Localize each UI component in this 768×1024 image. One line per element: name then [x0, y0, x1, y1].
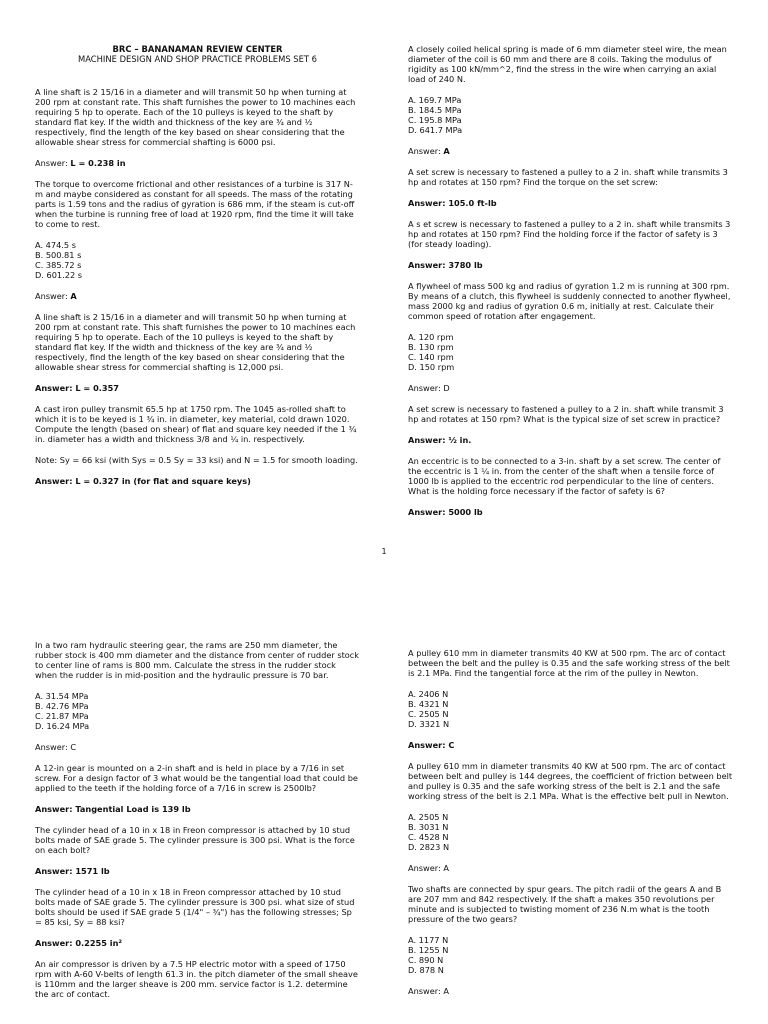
answer-label: Answer:: [35, 157, 71, 168]
page1-left-column: [35, 44, 360, 497]
answer-value: Answer: C: [408, 740, 455, 750]
problem-text: A line shaft is 2 15/16 in a diameter and will transmit 50 hp when turning at 200 rpm at constant rate. This shaft furnishes the power to 10 machines each requiring 5 hp to operate. Each of the 10 pulleys is keyed to the shaft by standard flat key. If the width and thickness of the key are ¾ and ½ respectively, find the length of the key based on shear considering that the allowable shear stress for commercial shafting is 12,000 psi.: [35, 311, 356, 372]
problem-text: A pulley 610 mm in diameter transmits 40 KW at 500 rpm. The arc of contact between the belt and the pulley is 0.35 and the safe working stress of the belt is 2.1 MPa. Find the tangential force at the rim of the pulley in Newton.: [408, 648, 730, 678]
answer-options: [408, 332, 733, 372]
answer-option: B. 184.5 MPa: [408, 105, 462, 115]
answer-line: [408, 507, 733, 517]
problem-list: [408, 648, 733, 996]
answer-options: [35, 691, 360, 731]
answer-option: B. 3031 N: [408, 822, 449, 832]
answer-value: Answer: 1571 lb: [35, 866, 110, 876]
answer-option: B. 1255 N: [408, 945, 449, 955]
problem-note: Note: Sy = 66 ksi (with Sys = 0.5 Sy = 33 ksi) and N = 1.5 for smooth loading.: [35, 454, 358, 465]
answer-line: [408, 260, 733, 270]
answer-option: C. 890 N: [408, 955, 444, 965]
answer-option: D. 16.24 MPa: [35, 721, 90, 731]
document-title: BRC – BANANAMAN REVIEW CENTER: [112, 44, 283, 54]
answer-options: [408, 95, 733, 135]
answer-option: B. 130 rpm: [408, 342, 454, 352]
answer-label: Answer: A: [408, 863, 449, 873]
problem-text: The torque to overcome frictional and other resistances of a turbine is 317 N-m and maybe considered as constant for all speeds. The mass of the rotating parts is 1.59 tons and the radius of gyration is 686 mm, if the steam is cut-off when the turbine is running free of load at 1920 rpm, find the time it will take to come to rest.: [35, 178, 355, 229]
problem-text: A s et screw is necessary to fastened a pulley to a 2 in. shaft while transmits 3 hp and rotates at 150 rpm? Find the holding force if the factor of safety is 3 (for steady loading).: [408, 219, 731, 249]
problem-list: [35, 640, 360, 999]
answer-option: B. 4321 N: [408, 699, 449, 709]
answer-line: [35, 804, 360, 814]
problem-text: A 12-in gear is mounted on a 2-in shaft and is held in place by a 7/16 in set screw. For a design factor of 3 what would be the tangential load that could be applied to the teeth if the holding force of a 7/16 in screw is 2500lb?: [35, 763, 358, 793]
problem-list: [408, 44, 733, 517]
answer-option: A. 1177 N: [408, 935, 449, 945]
problem-text: The cylinder head of a 10 in x 18 in Freon compressor is attached by 10 stud bolts made of SAE grade 5. The cylinder pressure is 300 psi. What is the force on each bolt?: [35, 825, 355, 855]
answer-option: A. 2406 N: [408, 689, 449, 699]
answer-option: B. 500.81 s: [35, 249, 82, 260]
answer-option: A. 2505 N: [408, 812, 449, 822]
answer-option: C. 195.8 MPa: [408, 115, 462, 125]
problem-text: An eccentric is to be connected to a 3-in. shaft by a set screw. The center of the eccentric is 1 ¼ in. from the center of the shaft when a tensile force of 1000 lb is applied to the eccentric rod perpendicular to the line of centers. What is the holding force necessary if the factor of safety is 6?: [408, 456, 721, 496]
problem-text: A closely coiled helical spring is made of 6 mm diameter steel wire, the mean diameter of the coil is 60 mm and there are 8 coils. Taking the modulus of rigidity as 100 kN/mm^2, find the stress in the wire when carrying an axial load of 240 N.: [408, 44, 727, 84]
answer-value: A: [443, 146, 450, 156]
page1-right-column: [408, 44, 733, 528]
problem-list: [35, 87, 360, 486]
answer-option: B. 42.76 MPa: [35, 701, 89, 711]
answer-value: Answer: Tangential Load is 139 lb: [35, 804, 191, 814]
problem-text: A pulley 610 mm in diameter transmits 40 KW at 500 rpm. The arc of contact between belt and pulley is 144 degrees, the coefficient of friction between belt and pulley is 0.35 and the safe working stress of the belt is 2.1 and the safe working stress of the belt is 2.1 MPa. What is the effective belt pull in Newton.: [408, 761, 733, 801]
answer-value: Answer: 5000 lb: [408, 507, 483, 517]
answer-options: [35, 240, 360, 280]
answer-line: [35, 158, 360, 168]
problem-text: Two shafts are connected by spur gears. The pitch radii of the gears A and B are 207 mm and 842 respectively. If the shaft a makes 350 revolutions per minute and is subjected to twisting moment of 236 N.m what is the tooth pressure of the two gears?: [408, 884, 722, 924]
answer-line: [35, 291, 360, 301]
answer-option: C. 4528 N: [408, 832, 449, 842]
answer-line: [35, 383, 360, 393]
problem-text: An air compressor is driven by a 7.5 HP electric motor with a speed of 1750 rpm with A-60 V-belts of length 61.3 in. the pitch diameter of the small sheave is 110mm and the larger sheave is 200 mm. service factor is 1.2. determine the arc of contact.: [35, 959, 358, 999]
answer-option: D. 601.22 s: [35, 269, 83, 280]
answer-option: D. 641.7 MPa: [408, 125, 463, 135]
answer-value: Answer: 3780 lb: [408, 260, 483, 270]
answer-option: A. 169.7 MPa: [408, 95, 462, 105]
answer-option: D. 150 rpm: [408, 362, 455, 372]
answer-value: A: [70, 290, 77, 301]
answer-label: Answer: C: [35, 742, 77, 752]
answer-option: D. 2823 N: [408, 842, 450, 852]
answer-option: A. 120 rpm: [408, 332, 454, 342]
answer-line: [408, 435, 733, 445]
answer-value: Answer: 105.0 ft-lb: [408, 198, 497, 208]
document-header: [35, 44, 360, 65]
answer-options: [408, 935, 733, 975]
answer-value: Answer: L = 0.357: [35, 382, 119, 393]
page2-right-column: [408, 648, 733, 1007]
page-number: 1: [381, 547, 387, 556]
document-subtitle: MACHINE DESIGN AND SHOP PRACTICE PROBLEMS SET 6: [77, 54, 318, 65]
answer-label: Answer: A: [408, 986, 449, 996]
answer-line: [408, 383, 733, 393]
answer-option: D. 878 N: [408, 965, 444, 975]
problem-text: A set screw is necessary to fastened a pulley to a 2 in. shaft while transmits 3 hp and rotates at 150 rpm? Find the torque on the set screw:: [408, 167, 728, 187]
answer-line: [35, 938, 360, 948]
document-page-2: [0, 600, 768, 1024]
page-gap: [0, 560, 768, 600]
answer-value: Answer: ½ in.: [408, 435, 472, 445]
problem-text: A flywheel of mass 500 kg and radius of gyration 1.2 m is running at 300 rpm. By means of a clutch, this flywheel is suddenly connected to another flywheel, mass 2000 kg and radius of gyration 0.6 m, initially at rest. Calculate their common speed of rotation after engagement.: [408, 281, 731, 321]
answer-value: L = 0.238 in: [70, 157, 126, 168]
problem-text: A line shaft is 2 15/16 in a diameter and will transmit 50 hp when turning at 200 rpm at constant rate. This shaft furnishes the power to 10 machines each requiring 5 hp to operate. Each of the 10 pulleys is keyed to the shaft by standard flat key. If the width and thickness of the key are ¾ and ½ respectively, find the length of the key based on shear considering that the allowable shear stress for commercial shafting is 6000 psi.: [35, 86, 356, 147]
answer-line: [408, 986, 733, 996]
answer-option: C. 140 rpm: [408, 352, 454, 362]
problem-text: In a two ram hydraulic steering gear, the rams are 250 mm diameter, the rubber stock is 400 mm diameter and the distance from center of rudder stock to center line of rams is 800 mm. Calculate the stress in the rudder stock when the rudder is in mid-position and the hydraulic pressure is 70 bar.: [35, 640, 360, 680]
answer-line: [35, 742, 360, 752]
answer-option: D. 3321 N: [408, 719, 450, 729]
answer-line: [35, 866, 360, 876]
answer-line: [35, 476, 360, 486]
answer-line: [408, 863, 733, 873]
answer-label: Answer:: [35, 290, 71, 301]
problem-text: The cylinder head of a 10 in x 18 in Freon compressor attached by 10 stud bolts made of SAE grade 5. The cylinder pressure is 300 psi. what size of stud bolts should be used if SAE grade 5 (1/4" – ¾") has the following stresses; Sp = 85 ksi, Sy = 88 ksi?: [35, 887, 355, 927]
answer-option: C. 385.72 s: [35, 259, 82, 270]
answer-option: C. 2505 N: [408, 709, 449, 719]
answer-line: [408, 146, 733, 156]
problem-text: A cast iron pulley transmit 65.5 hp at 1750 rpm. The 1045 as-rolled shaft to which it is to be keyed is 1 ¾ in. in diameter, key material, cold drawn 1020. Compute the length (based on shear) of flat and square key needed if the 1 ¾ in. diameter has a width and thickness 3/8 and ¼ in. respectively.: [35, 403, 357, 444]
answer-value: Answer: 0.2255 in²: [35, 938, 122, 948]
answer-line: [408, 198, 733, 208]
page2-left-column: [35, 640, 360, 1010]
answer-option: A. 474.5 s: [35, 239, 76, 250]
answer-options: [408, 689, 733, 729]
problem-text: A set screw is necessary to fastened a pulley to a 2 in. shaft while transmit 3 hp and rotates at 150 rpm? What is the typical size of set screw in practice?: [408, 404, 724, 424]
answer-line: [408, 740, 733, 750]
answer-label: Answer:: [408, 146, 444, 156]
answer-label: Answer: D: [408, 383, 450, 393]
answer-option: A. 31.54 MPa: [35, 691, 89, 701]
answer-option: C. 21.87 MPa: [35, 711, 89, 721]
answer-options: [408, 812, 733, 852]
answer-value: Answer: L = 0.327 in (for flat and square keys): [35, 475, 251, 486]
